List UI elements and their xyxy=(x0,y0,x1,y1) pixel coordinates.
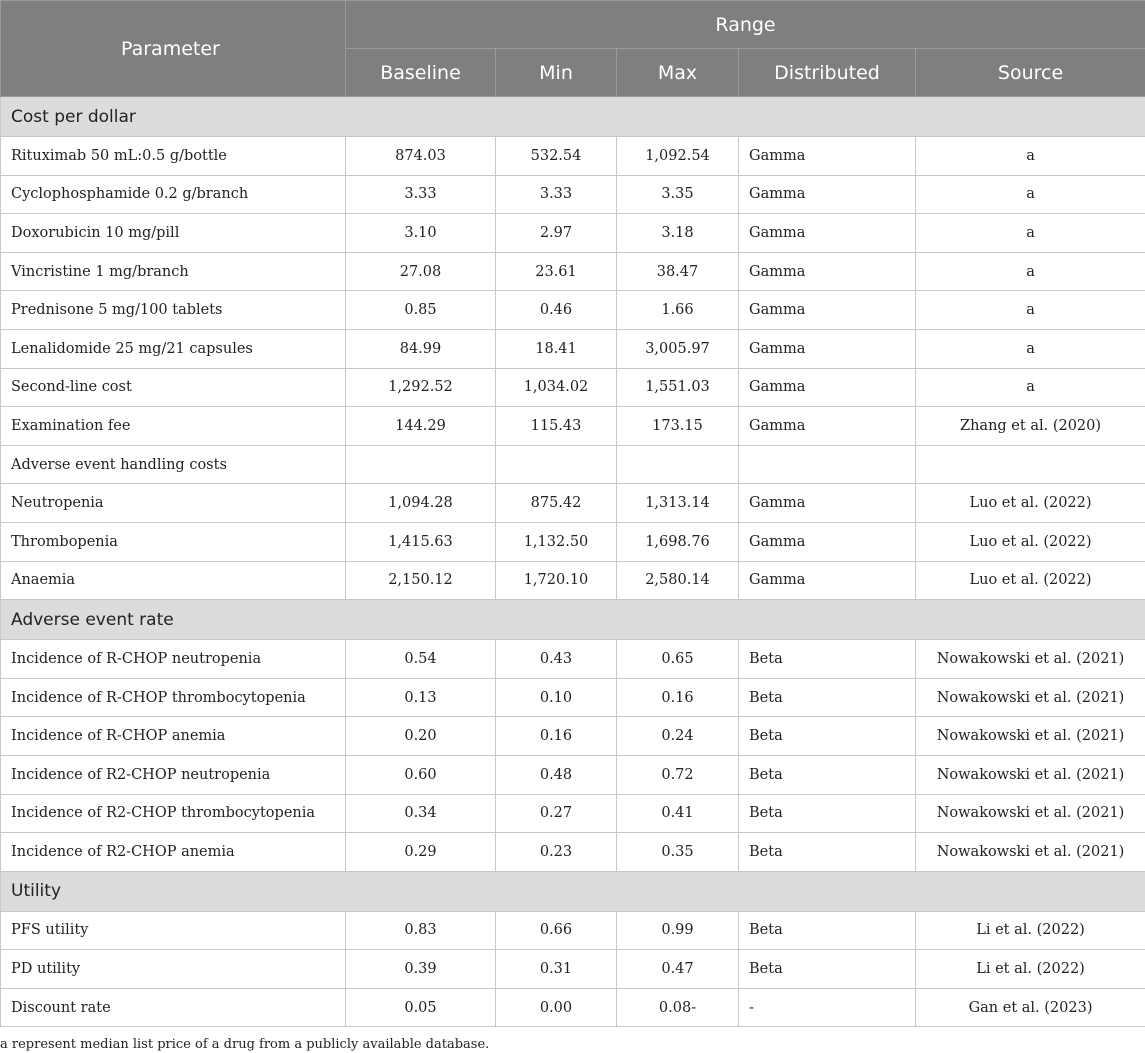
cell-max: 38.47 xyxy=(617,252,739,291)
table-row xyxy=(1,175,1145,214)
cell-distributed: Gamma xyxy=(739,291,916,330)
cell-max: 0.35 xyxy=(617,833,739,872)
cell-parameter: Discount rate xyxy=(1,988,346,1027)
cell-parameter: PFS utility xyxy=(1,911,346,950)
cell-source: a xyxy=(916,368,1145,407)
cell-distributed: Gamma xyxy=(739,252,916,291)
section-row xyxy=(1,871,1145,911)
cell-distributed: Gamma xyxy=(739,407,916,446)
cell-source: Li et al. (2022) xyxy=(916,950,1145,989)
cell-distributed: Gamma xyxy=(739,137,916,176)
table-row xyxy=(1,794,1145,833)
cell-max: 3,005.97 xyxy=(617,329,739,368)
cell-distributed: Gamma xyxy=(739,522,916,561)
table-row xyxy=(1,755,1145,794)
cell-baseline: 0.34 xyxy=(346,794,496,833)
table-row xyxy=(1,911,1145,950)
table-row xyxy=(1,484,1145,523)
cell-parameter: Cyclophosphamide 0.2 g/branch xyxy=(1,175,346,214)
cell-parameter: Incidence of R-CHOP thrombocytopenia xyxy=(1,678,346,717)
cell-source: Nowakowski et al. (2021) xyxy=(916,833,1145,872)
cell-max: 1,092.54 xyxy=(617,137,739,176)
cell-source: Nowakowski et al. (2021) xyxy=(916,755,1145,794)
cell-min xyxy=(496,445,617,484)
cell-parameter: Rituximab 50 mL:0.5 g/bottle xyxy=(1,137,346,176)
cell-distributed: Gamma xyxy=(739,175,916,214)
table-row xyxy=(1,988,1145,1027)
table-row xyxy=(1,291,1145,330)
cell-source: a xyxy=(916,252,1145,291)
cell-source: Luo et al. (2022) xyxy=(916,561,1145,600)
cell-max: 0.65 xyxy=(617,640,739,679)
cell-baseline: 0.29 xyxy=(346,833,496,872)
cell-source: Nowakowski et al. (2021) xyxy=(916,717,1145,756)
section-title: Utility xyxy=(1,871,1145,911)
cell-max: 1,698.76 xyxy=(617,522,739,561)
cell-parameter: Examination fee xyxy=(1,407,346,446)
cell-distributed: Beta xyxy=(739,794,916,833)
cell-min: 0.48 xyxy=(496,755,617,794)
cell-baseline: 3.10 xyxy=(346,214,496,253)
header-parameter: Parameter xyxy=(1,1,346,97)
cell-source: Luo et al. (2022) xyxy=(916,522,1145,561)
cell-source: a xyxy=(916,291,1145,330)
cell-max: 0.16 xyxy=(617,678,739,717)
cell-min: 23.61 xyxy=(496,252,617,291)
table-row xyxy=(1,329,1145,368)
cell-min: 0.23 xyxy=(496,833,617,872)
header-source: Source xyxy=(916,49,1145,97)
cell-source: Luo et al. (2022) xyxy=(916,484,1145,523)
cell-distributed xyxy=(739,445,916,484)
cell-source: Nowakowski et al. (2021) xyxy=(916,678,1145,717)
cell-max: 3.18 xyxy=(617,214,739,253)
cell-min: 0.16 xyxy=(496,717,617,756)
cell-baseline: 1,094.28 xyxy=(346,484,496,523)
cell-min: 0.66 xyxy=(496,911,617,950)
cell-min: 1,132.50 xyxy=(496,522,617,561)
section-row xyxy=(1,97,1145,137)
header-distributed: Distributed xyxy=(739,49,916,97)
table-row xyxy=(1,368,1145,407)
cell-max: 0.08- xyxy=(617,988,739,1027)
cell-min: 2.97 xyxy=(496,214,617,253)
cell-parameter: Vincristine 1 mg/branch xyxy=(1,252,346,291)
cell-distributed: Gamma xyxy=(739,368,916,407)
cell-parameter: Adverse event handling costs xyxy=(1,445,346,484)
section-row xyxy=(1,600,1145,640)
cell-baseline: 0.54 xyxy=(346,640,496,679)
cell-baseline: 1,292.52 xyxy=(346,368,496,407)
table-body xyxy=(1,97,1145,1027)
cell-max: 0.41 xyxy=(617,794,739,833)
cell-distributed: Beta xyxy=(739,717,916,756)
cell-max: 173.15 xyxy=(617,407,739,446)
header-max: Max xyxy=(617,49,739,97)
table-row xyxy=(1,214,1145,253)
cell-parameter: Neutropenia xyxy=(1,484,346,523)
cell-source xyxy=(916,445,1145,484)
table-row xyxy=(1,717,1145,756)
cell-distributed: Beta xyxy=(739,678,916,717)
cell-min: 875.42 xyxy=(496,484,617,523)
cell-baseline: 84.99 xyxy=(346,329,496,368)
cell-source: a xyxy=(916,329,1145,368)
cell-max: 1,551.03 xyxy=(617,368,739,407)
cell-max: 1.66 xyxy=(617,291,739,330)
table-row xyxy=(1,678,1145,717)
cell-distributed: Beta xyxy=(739,911,916,950)
cell-source: Zhang et al. (2020) xyxy=(916,407,1145,446)
cell-min: 1,720.10 xyxy=(496,561,617,600)
cell-max: 1,313.14 xyxy=(617,484,739,523)
table-header xyxy=(1,1,1145,97)
table-row xyxy=(1,833,1145,872)
cell-distributed: - xyxy=(739,988,916,1027)
cell-min: 1,034.02 xyxy=(496,368,617,407)
table-footnote: a represent median list price of a drug from a publicly available database. xyxy=(0,1037,490,1052)
cell-source: a xyxy=(916,137,1145,176)
cell-source: a xyxy=(916,214,1145,253)
cell-max xyxy=(617,445,739,484)
cell-parameter: Incidence of R-CHOP anemia xyxy=(1,717,346,756)
table-row xyxy=(1,407,1145,446)
cell-min: 0.27 xyxy=(496,794,617,833)
cell-min: 18.41 xyxy=(496,329,617,368)
cell-parameter: Incidence of R2-CHOP neutropenia xyxy=(1,755,346,794)
cell-max: 2,580.14 xyxy=(617,561,739,600)
cell-min: 115.43 xyxy=(496,407,617,446)
cell-parameter: PD utility xyxy=(1,950,346,989)
cell-baseline: 27.08 xyxy=(346,252,496,291)
cell-baseline: 0.83 xyxy=(346,911,496,950)
cell-parameter: Doxorubicin 10 mg/pill xyxy=(1,214,346,253)
cell-distributed: Gamma xyxy=(739,214,916,253)
table-row xyxy=(1,522,1145,561)
cell-parameter: Anaemia xyxy=(1,561,346,600)
cell-baseline: 144.29 xyxy=(346,407,496,446)
cell-max: 0.24 xyxy=(617,717,739,756)
header-min: Min xyxy=(496,49,617,97)
cell-baseline xyxy=(346,445,496,484)
table-row xyxy=(1,252,1145,291)
cell-baseline: 0.05 xyxy=(346,988,496,1027)
cell-baseline: 1,415.63 xyxy=(346,522,496,561)
table-row xyxy=(1,640,1145,679)
cell-distributed: Beta xyxy=(739,950,916,989)
cell-min: 0.10 xyxy=(496,678,617,717)
cell-parameter: Second-line cost xyxy=(1,368,346,407)
cell-distributed: Gamma xyxy=(739,329,916,368)
cell-parameter: Prednisone 5 mg/100 tablets xyxy=(1,291,346,330)
cell-baseline: 3.33 xyxy=(346,175,496,214)
cell-parameter: Thrombopenia xyxy=(1,522,346,561)
cell-parameter: Incidence of R2-CHOP thrombocytopenia xyxy=(1,794,346,833)
table-row xyxy=(1,137,1145,176)
cell-source: Nowakowski et al. (2021) xyxy=(916,640,1145,679)
cell-distributed: Gamma xyxy=(739,561,916,600)
cell-source: Nowakowski et al. (2021) xyxy=(916,794,1145,833)
cell-baseline: 0.60 xyxy=(346,755,496,794)
cell-min: 0.31 xyxy=(496,950,617,989)
section-title: Adverse event rate xyxy=(1,600,1145,640)
cell-min: 532.54 xyxy=(496,137,617,176)
cell-min: 0.46 xyxy=(496,291,617,330)
table-row xyxy=(1,950,1145,989)
cell-distributed: Beta xyxy=(739,755,916,794)
cell-baseline: 2,150.12 xyxy=(346,561,496,600)
cell-baseline: 0.20 xyxy=(346,717,496,756)
cell-source: Li et al. (2022) xyxy=(916,911,1145,950)
header-baseline: Baseline xyxy=(346,49,496,97)
cell-min: 0.00 xyxy=(496,988,617,1027)
cell-max: 0.72 xyxy=(617,755,739,794)
cell-source: Gan et al. (2023) xyxy=(916,988,1145,1027)
section-title: Cost per dollar xyxy=(1,97,1145,137)
cell-distributed: Beta xyxy=(739,833,916,872)
table-row xyxy=(1,445,1145,484)
cell-source: a xyxy=(916,175,1145,214)
cell-max: 3.35 xyxy=(617,175,739,214)
cell-distributed: Beta xyxy=(739,640,916,679)
header-range: Range xyxy=(346,1,1145,49)
cell-baseline: 0.13 xyxy=(346,678,496,717)
cell-baseline: 874.03 xyxy=(346,137,496,176)
table-row xyxy=(1,561,1145,600)
cell-baseline: 0.39 xyxy=(346,950,496,989)
cell-min: 0.43 xyxy=(496,640,617,679)
cell-parameter: Incidence of R2-CHOP anemia xyxy=(1,833,346,872)
cell-min: 3.33 xyxy=(496,175,617,214)
cell-parameter: Incidence of R-CHOP neutropenia xyxy=(1,640,346,679)
cell-parameter: Lenalidomide 25 mg/21 capsules xyxy=(1,329,346,368)
cell-distributed: Gamma xyxy=(739,484,916,523)
cell-max: 0.99 xyxy=(617,911,739,950)
cell-baseline: 0.85 xyxy=(346,291,496,330)
cell-max: 0.47 xyxy=(617,950,739,989)
